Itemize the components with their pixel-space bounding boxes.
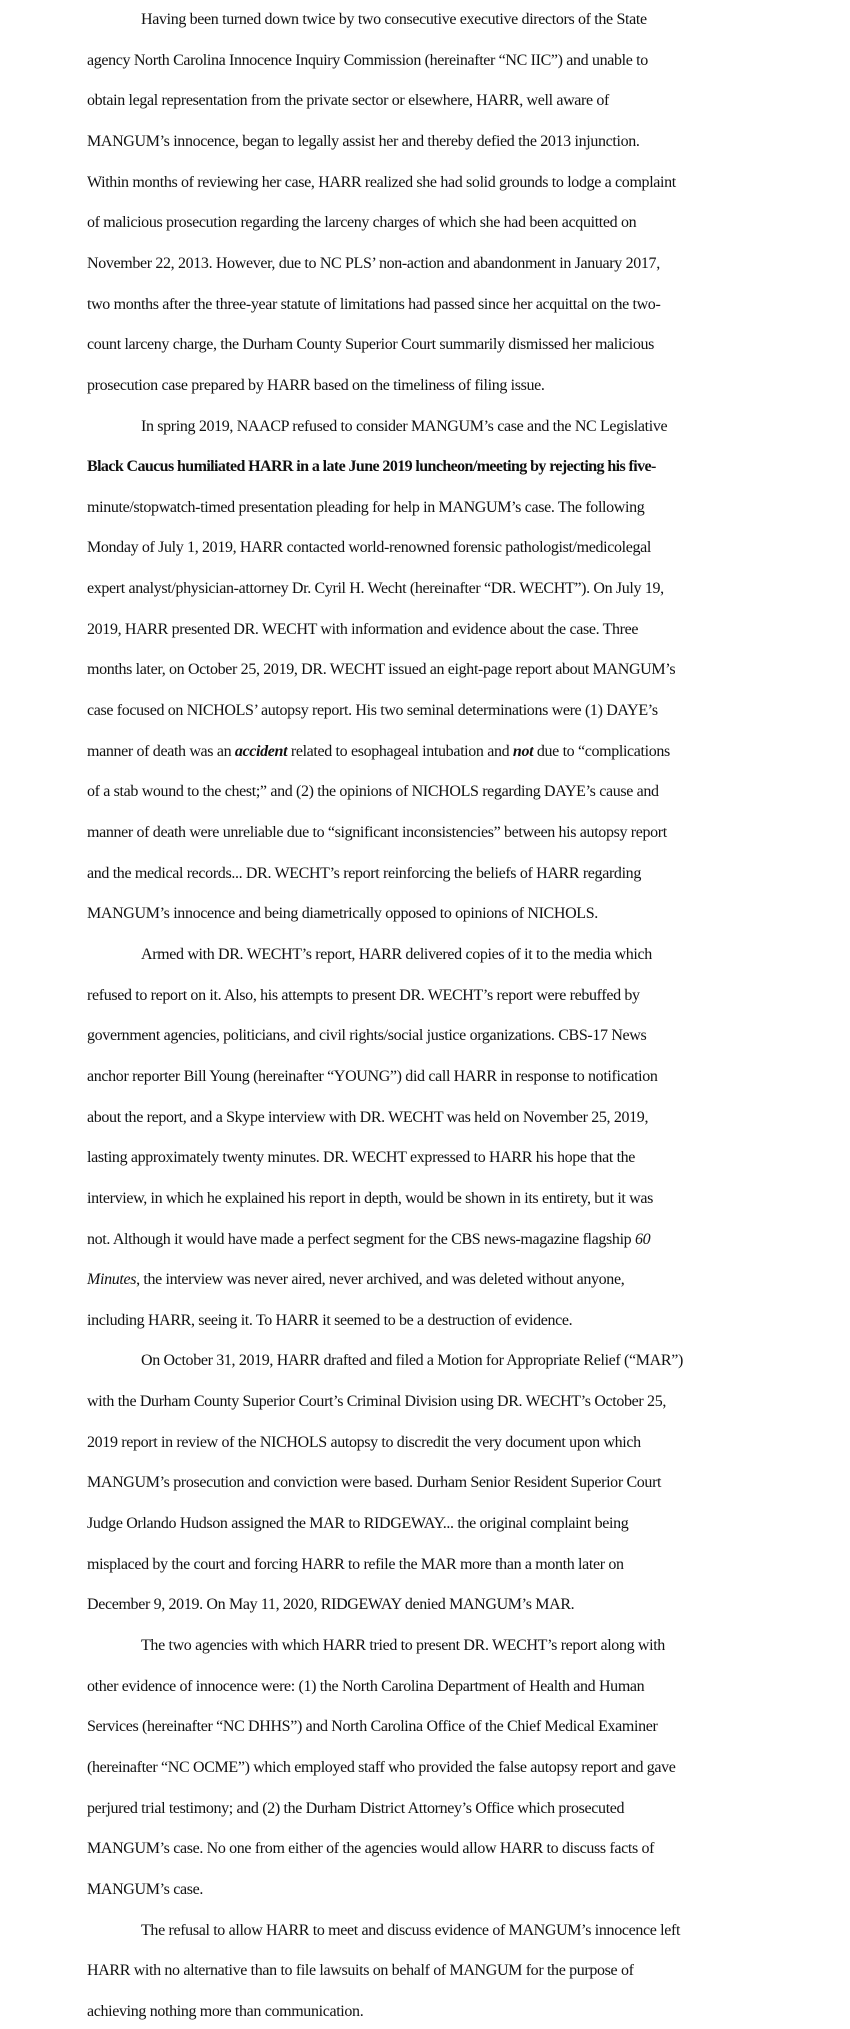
paragraph-2-line: 2019, HARR presented DR. WECHT with information and evidence about the case. Three: [87, 620, 639, 638]
paragraph-2-line: Black Caucus humiliated HARR in a late June 2019 luncheon/meeting by rejecting his five-: [87, 458, 656, 476]
paragraph-1-line: prosecution case prepared by HARR based on the timeliness of filing issue.: [87, 376, 545, 394]
paragraph-5-line: other evidence of innocence were: (1) the North Carolina Department of Health and Human: [87, 1677, 645, 1695]
paragraph-4-line: 2019 report in review of the NICHOLS autopsy to discredit the very document upon which: [87, 1433, 641, 1451]
paragraph-1-line: November 22, 2013. However, due to NC PLS’ non-action and abandonment in January 2017,: [87, 254, 660, 272]
paragraph-5-line: Services (hereinafter “NC DHHS”) and North Carolina Office of the Chief Medical Examiner: [87, 1718, 658, 1736]
paragraph-1-line: count larceny charge, the Durham County Superior Court summarily dismissed her malicious: [87, 336, 655, 354]
paragraph-4-line: MANGUM’s prosecution and conviction were based. Durham Senior Resident Superior Court: [87, 1474, 662, 1492]
paragraph-3-line: anchor reporter Bill Young (hereinafter “YOUNG”) did call HARR in response to notification: [87, 1067, 658, 1085]
paragraph-5-line: The two agencies with which HARR tried to present DR. WECHT’s report along with: [141, 1637, 665, 1654]
paragraph-3-line: lasting approximately twenty minutes. DR. WECHT expressed to HARR his hope that the: [87, 1149, 636, 1167]
paragraph-2-line: manner of death were unreliable due to “significant inconsistencies” between his autopsy report: [87, 824, 667, 841]
paragraph-1-line: two months after the three-year statute of limitations had passed since her acquittal on the two-: [87, 295, 661, 313]
paragraph-3-line: not. Although it would have made a perfect segment for the CBS news-magazine flagship 60: [87, 1230, 651, 1248]
paragraph-3-line: including HARR, seeing it. To HARR it seemed to be a destruction of evidence.: [87, 1311, 573, 1329]
paragraph-3-line: government agencies, politicians, and civil rights/social justice organizations. CBS-17 News: [87, 1027, 647, 1045]
paragraph-4-line: On October 31, 2019, HARR drafted and filed a Motion for Appropriate Relief (“MAR”): [141, 1352, 683, 1370]
paragraph-5-line: MANGUM’s case. No one from either of the agencies would allow HARR to discuss facts of: [87, 1840, 655, 1858]
paragraph-6-line: HARR with no alternative than to file lawsuits on behalf of MANGUM for the purpose of: [87, 1962, 634, 1980]
paragraph-2-line: of a stab wound to the chest;” and (2) the opinions of NICHOLS regarding DAYE’s cause and: [87, 783, 659, 801]
paragraph-2-line: minute/stopwatch-timed presentation pleading for help in MANGUM’s case. The following: [87, 498, 645, 516]
paragraph-2-line: months later, on October 25, 2019, DR. WECHT issued an eight-page report about MANGUM’s: [87, 661, 676, 679]
paragraph-5-line: perjured trial testimony; and (2) the Durham District Attorney’s Office which prosecuted: [87, 1799, 625, 1817]
italic-title-text: Minutes: [87, 1271, 137, 1289]
paragraph-3-line: refused to report on it. Also, his attempts to present DR. WECHT’s report were rebuffed by: [87, 986, 640, 1004]
italic-title-text: 60: [634, 1230, 651, 1248]
paragraph-4-line: December 9, 2019. On May 11, 2020, RIDGEWAY denied MANGUM’s MAR.: [87, 1596, 575, 1614]
paragraph-1-line: MANGUM’s innocence, began to legally assist her and thereby defied the 2013 injunction.: [87, 132, 640, 150]
paragraph-2-line: expert analyst/physician-attorney Dr. Cyril H. Wecht (hereinafter “DR. WECHT”). On July 19,: [87, 580, 664, 598]
paragraph-1-line: Within months of reviewing her case, HARR realized she had solid grounds to lodge a complaint: [87, 173, 676, 191]
paragraph-3-line: about the report, and a Skype interview with DR. WECHT was held on November 25, 2019,: [87, 1108, 649, 1126]
paragraph-2-line: manner of death was an accident related to esophageal intubation and not due to “complications: [87, 742, 670, 760]
paragraph-4-line: with the Durham County Superior Court’s Criminal Division using DR. WECHT’s October 25,: [87, 1393, 666, 1411]
paragraph-2-line: case focused on NICHOLS’ autopsy report. His two seminal determinations were (1) DAYE’s: [87, 702, 658, 720]
paragraph-3-line: interview, in which he explained his report in depth, would be shown in its entirety, but it was: [87, 1189, 653, 1207]
emphasized-text: not: [512, 742, 534, 760]
paragraph-1-line: of malicious prosecution regarding the larceny charges of which she had been acquitted on: [87, 214, 637, 232]
paragraph-5-line: (hereinafter “NC OCME”) which employed staff who provided the false autopsy report and gave: [87, 1758, 676, 1776]
paragraph-1-line: Having been turned down twice by two consecutive executive directors of the State: [141, 11, 647, 28]
paragraph-6-line: achieving nothing more than communication.: [87, 2002, 364, 2020]
paragraph-4-line: Judge Orlando Hudson assigned the MAR to RIDGEWAY... the original complaint being: [87, 1515, 629, 1533]
paragraph-4-line: misplaced by the court and forcing HARR to refile the MAR more than a month later on: [87, 1555, 624, 1573]
paragraph-1-line: obtain legal representation from the private sector or elsewhere, HARR, well aware of: [87, 92, 610, 110]
paragraph-3-line: Minutes, the interview was never aired, never archived, and was deleted without anyone,: [87, 1271, 625, 1289]
paragraph-2-line: and the medical records... DR. WECHT’s report reinforcing the beliefs of HARR regarding: [87, 864, 641, 882]
paragraph-2-line: Monday of July 1, 2019, HARR contacted world-renowned forensic pathologist/medicolegal: [87, 539, 651, 557]
paragraph-6-line: The refusal to allow HARR to meet and discuss evidence of MANGUM’s innocence left: [141, 1921, 681, 1939]
paragraph-3-line: Armed with DR. WECHT’s report, HARR delivered copies of it to the media which: [141, 945, 652, 963]
paragraph-1-line: agency North Carolina Innocence Inquiry Commission (hereinafter “NC IIC”) and unable to: [87, 51, 648, 69]
paragraph-2-line: In spring 2019, NAACP refused to consider MANGUM’s case and the NC Legislative: [141, 417, 668, 435]
paragraph-2-line: MANGUM’s innocence and being diametrically opposed to opinions of NICHOLS.: [87, 905, 598, 923]
paragraph-5-line: MANGUM’s case.: [87, 1880, 203, 1898]
emphasized-text: accident: [234, 742, 288, 760]
